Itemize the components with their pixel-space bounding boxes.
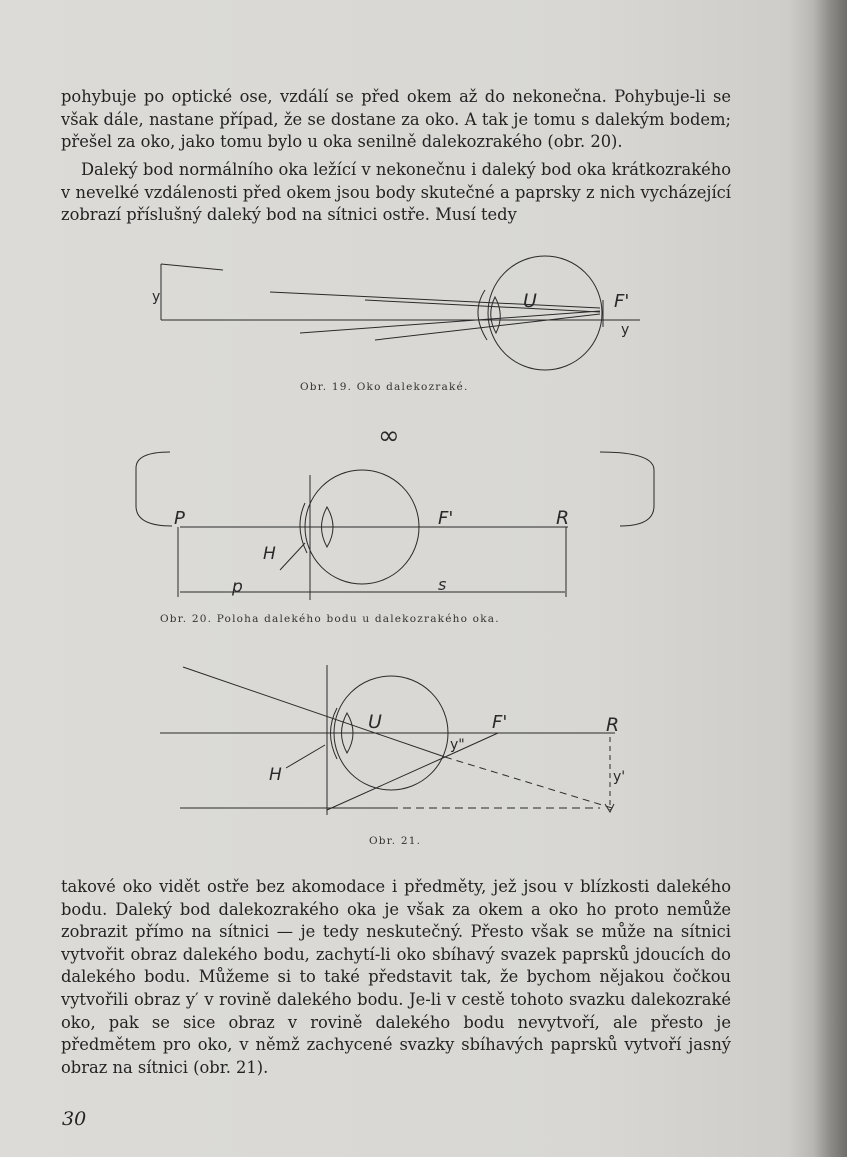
fig21-ray-lower bbox=[327, 733, 498, 810]
fig20-label-h: H bbox=[263, 544, 276, 564]
fig20-label-p-dist: p bbox=[232, 577, 243, 597]
fig20-label-s: s bbox=[438, 575, 447, 594]
fig20-h-leader bbox=[280, 543, 305, 570]
fig20-cornea bbox=[300, 503, 307, 553]
fig21-label-u: U bbox=[368, 711, 382, 733]
fig20-left-bracket bbox=[136, 452, 172, 526]
fig19-cornea bbox=[478, 290, 487, 340]
fig19-label-u: U bbox=[523, 290, 537, 312]
fig21-label-y-prime: y' bbox=[613, 769, 626, 785]
fig20-caption: Obr. 20. Poloha dalekého bodu u dalekozrakého oka. bbox=[160, 613, 500, 625]
page-number: 30 bbox=[62, 1108, 87, 1130]
fig21-label-r: R bbox=[606, 714, 620, 736]
paragraph-3: takové oko vidět ostře bez akomodace i předměty, jež jsou v blízkosti dalekého bodu. Daleký bod dalekozrakého oka je však za okem a oko ho proto nemůže zobrazit přímo na sítnici — je tedy neskutečný. Přesto však se může na sítnici vytvořit obraz dalekého bodu, zachytí-li oko sbíhavý svazek paprsků jdoucích do dalekého bodu. Můžeme si to také představit tak, že bychom nějakou čočkou vytvořili obraz y′ v rovině dalekého bodu. Je-li v cestě tohoto svazku dalekozraké oko, pak se sice obraz v rovině dalekého bodu nevytvoří, ale přesto je předmětem pro oko, v němž zachycené svazky sbíhavých paprsků vytvoří jasný obraz na sítnici (obr. 21). bbox=[61, 877, 731, 1077]
fig19-label-f: F' bbox=[614, 291, 630, 312]
paragraph-1: pohybuje po optické ose, vzdálí se před okem až do nekonečna. Pohybuje-li se však dále, nastane případ, že se dostane za oko. A tak je tomu s dalekým bodem; přešel za oko, jako tomu bylo u oka senilně dalekozrakého (obr. 20). bbox=[61, 87, 731, 152]
fig20-right-bracket bbox=[600, 452, 654, 526]
paragraph-2: Daleký bod normálního oka ležící v nekonečnu i daleký bod oka krátkozrakého v nevelké vzdálenosti před okem jsou body skutečné a paprsky z nich vycházející zobrazí příslušný daleký bod na sítnici ostře. Musí tedy bbox=[61, 160, 731, 225]
figure-21 bbox=[160, 665, 625, 815]
fig21-arrow-head bbox=[605, 804, 614, 812]
figure-20 bbox=[136, 421, 654, 600]
figure-19 bbox=[152, 256, 640, 370]
fig21-label-f: F' bbox=[492, 712, 508, 733]
fig20-label-f: F' bbox=[438, 508, 454, 529]
fig20-label-r: R bbox=[556, 507, 570, 529]
fig19-label-y: y bbox=[152, 289, 161, 305]
fig19-object-top bbox=[161, 264, 223, 270]
fig21-label-y-double: y" bbox=[450, 737, 465, 753]
fig20-label-infinity: ∞ bbox=[378, 421, 400, 451]
fig21-ray-upper-extension bbox=[445, 757, 612, 808]
fig20-label-p-point: P bbox=[174, 508, 185, 529]
fig21-label-h: H bbox=[269, 765, 282, 785]
fig19-caption: Obr. 19. Oko dalekozraké. bbox=[300, 381, 469, 393]
fig19-rays bbox=[270, 292, 600, 340]
fig21-ray-upper bbox=[183, 667, 445, 757]
fig19-label-y-image: y bbox=[621, 322, 630, 338]
fig21-caption: Obr. 21. bbox=[369, 835, 422, 847]
fig21-h-leader bbox=[286, 745, 325, 768]
fig19-eyeball bbox=[488, 256, 602, 370]
